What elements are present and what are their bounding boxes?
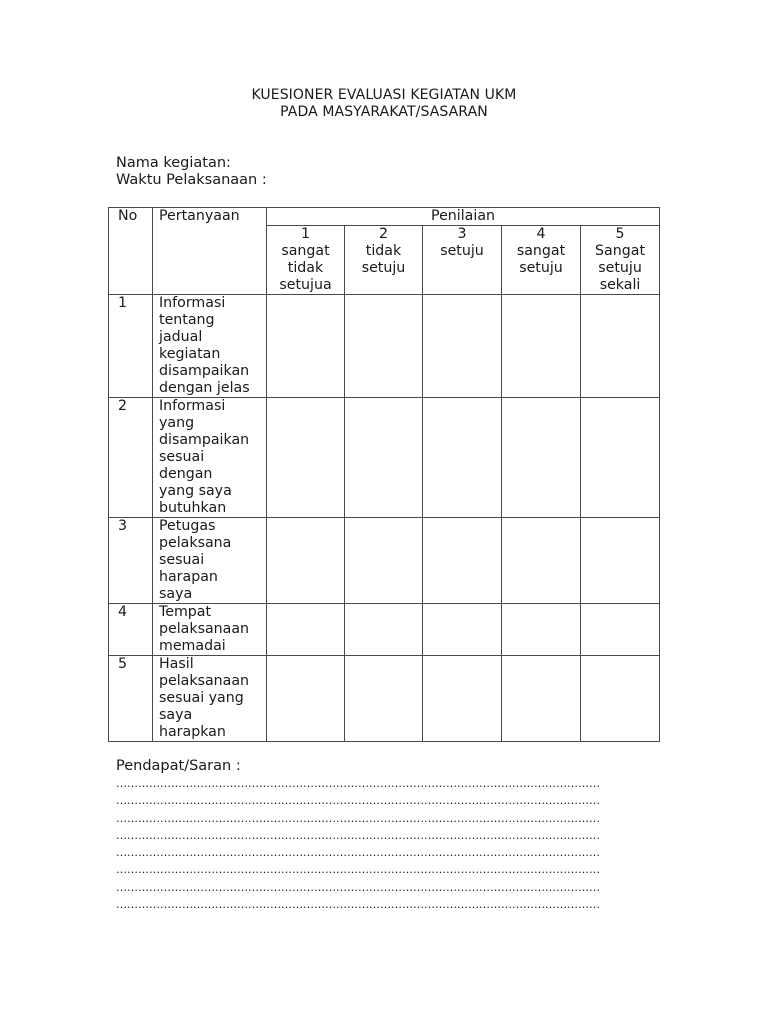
- question-text: [153, 295, 267, 398]
- rating-cell-1[interactable]: [267, 656, 345, 742]
- saran-dotted-line[interactable]: ……………………………………………………………………………………………………………………: [116, 828, 600, 842]
- question-line: dengan jelas: [159, 380, 250, 396]
- rating-cell-4[interactable]: [502, 295, 581, 398]
- question-line: memadai: [159, 638, 226, 654]
- rating-cell-1[interactable]: [267, 398, 345, 518]
- question-line: kegiatan: [159, 346, 221, 362]
- question-line: pelaksanaan: [159, 673, 250, 689]
- rating-cell-4[interactable]: [502, 518, 581, 604]
- scale-header-2: [345, 226, 423, 295]
- header-pertanyaan: Pertanyaan: [153, 208, 267, 295]
- row-number: 1: [109, 295, 153, 398]
- scale-header-1: [267, 226, 345, 295]
- rating-cell-5[interactable]: [581, 604, 660, 656]
- saran-lines: [116, 775, 656, 913]
- document-title-line1: KUESIONER EVALUASI KEGIATAN UKM: [251, 87, 517, 103]
- row-number: 3: [109, 518, 153, 604]
- scale-header-5: [581, 226, 660, 295]
- rating-cell-3[interactable]: [423, 398, 502, 518]
- rating-cell-5[interactable]: [581, 518, 660, 604]
- question-line: sesuai: [159, 449, 205, 465]
- rating-cell-1[interactable]: [267, 518, 345, 604]
- waktu-pelaksanaan-label: Waktu Pelaksanaan :: [116, 172, 267, 188]
- header-no: No: [109, 208, 153, 295]
- saran-dotted-line[interactable]: ……………………………………………………………………………………………………………………: [116, 898, 600, 912]
- questionnaire-table: [108, 207, 660, 742]
- question-line: pelaksana: [159, 535, 232, 551]
- nama-kegiatan-label: Nama kegiatan:: [116, 155, 231, 171]
- question-line: harapkan: [159, 724, 226, 740]
- scale-label-line: setuju: [361, 260, 406, 276]
- rating-cell-2[interactable]: [345, 656, 423, 742]
- rating-cell-3[interactable]: [423, 295, 502, 398]
- question-line: harapan: [159, 569, 218, 585]
- scale-label-line: setuju: [598, 260, 642, 276]
- rating-cell-4[interactable]: [502, 398, 581, 518]
- scale-number: 4: [536, 226, 546, 242]
- scale-number: 3: [457, 226, 467, 242]
- question-line: pelaksanaan: [159, 621, 250, 637]
- saran-label: Pendapat/Saran :: [116, 758, 241, 774]
- saran-dotted-line[interactable]: ……………………………………………………………………………………………………………………: [116, 863, 600, 877]
- row-number: 5: [109, 656, 153, 742]
- table-row: [109, 398, 660, 518]
- rating-cell-2[interactable]: [345, 398, 423, 518]
- table-row: [109, 604, 660, 656]
- header-penilaian: Penilaian: [267, 208, 660, 226]
- rating-cell-3[interactable]: [423, 656, 502, 742]
- question-line: Informasi: [159, 398, 226, 414]
- rating-cell-2[interactable]: [345, 518, 423, 604]
- question-text: [153, 656, 267, 742]
- question-line: Petugas: [159, 518, 216, 534]
- row-number: 2: [109, 398, 153, 518]
- question-line: Tempat: [159, 604, 212, 620]
- saran-dotted-line[interactable]: ……………………………………………………………………………………………………………………: [116, 794, 600, 808]
- rating-cell-5[interactable]: [581, 295, 660, 398]
- scale-label-line: sangat: [281, 243, 330, 259]
- question-line: saya: [159, 707, 193, 723]
- question-line: sesuai yang: [159, 690, 244, 706]
- saran-dotted-line[interactable]: ……………………………………………………………………………………………………………………: [116, 777, 600, 790]
- scale-number: 1: [300, 226, 311, 242]
- rating-cell-3[interactable]: [423, 518, 502, 604]
- saran-dotted-line[interactable]: ……………………………………………………………………………………………………………………: [116, 880, 600, 894]
- rating-cell-2[interactable]: [345, 295, 423, 398]
- scale-label-line: tidak: [365, 243, 402, 259]
- scale-number: 2: [378, 226, 389, 242]
- scale-label-line: setujua: [279, 277, 332, 293]
- rating-cell-1[interactable]: [267, 604, 345, 656]
- scale-label-line: setuju: [440, 243, 484, 259]
- rating-cell-5[interactable]: [581, 398, 660, 518]
- table-row: [109, 295, 660, 398]
- scale-label-line: sekali: [599, 277, 641, 293]
- scale-header-3: [423, 226, 502, 295]
- question-line: disampaikan: [159, 363, 250, 379]
- scale-label-line: sangat: [516, 243, 566, 259]
- question-text: [153, 398, 267, 518]
- question-line: Hasil: [159, 656, 194, 672]
- rating-cell-4[interactable]: [502, 656, 581, 742]
- question-line: Informasi: [159, 295, 226, 311]
- rating-cell-1[interactable]: [267, 295, 345, 398]
- table-row: [109, 656, 660, 742]
- question-line: saya: [159, 586, 193, 602]
- scale-label-line: setuju: [519, 260, 563, 276]
- scale-number: 5: [615, 226, 625, 242]
- row-number: 4: [109, 604, 153, 656]
- question-line: disampaikan: [159, 432, 250, 448]
- question-line: yang: [159, 415, 195, 431]
- scale-label-line: tidak: [287, 260, 324, 276]
- question-line: dengan: [159, 466, 213, 482]
- question-line: sesuai: [159, 552, 205, 568]
- question-text: [153, 604, 267, 656]
- question-line: tentang: [159, 312, 215, 328]
- rating-cell-4[interactable]: [502, 604, 581, 656]
- rating-cell-2[interactable]: [345, 604, 423, 656]
- saran-dotted-line[interactable]: ……………………………………………………………………………………………………………………: [116, 846, 600, 860]
- scale-label-line: Sangat: [595, 243, 646, 259]
- saran-dotted-line[interactable]: ……………………………………………………………………………………………………………………: [116, 811, 600, 825]
- rating-cell-3[interactable]: [423, 604, 502, 656]
- document-title-line2: PADA MASYARAKAT/SASARAN: [280, 104, 488, 120]
- question-line: yang saya: [159, 483, 232, 499]
- rating-cell-5[interactable]: [581, 656, 660, 742]
- question-line: butuhkan: [159, 500, 227, 516]
- question-line: jadual: [159, 329, 203, 345]
- question-text: [153, 518, 267, 604]
- table-row: [109, 518, 660, 604]
- scale-header-4: [502, 226, 581, 295]
